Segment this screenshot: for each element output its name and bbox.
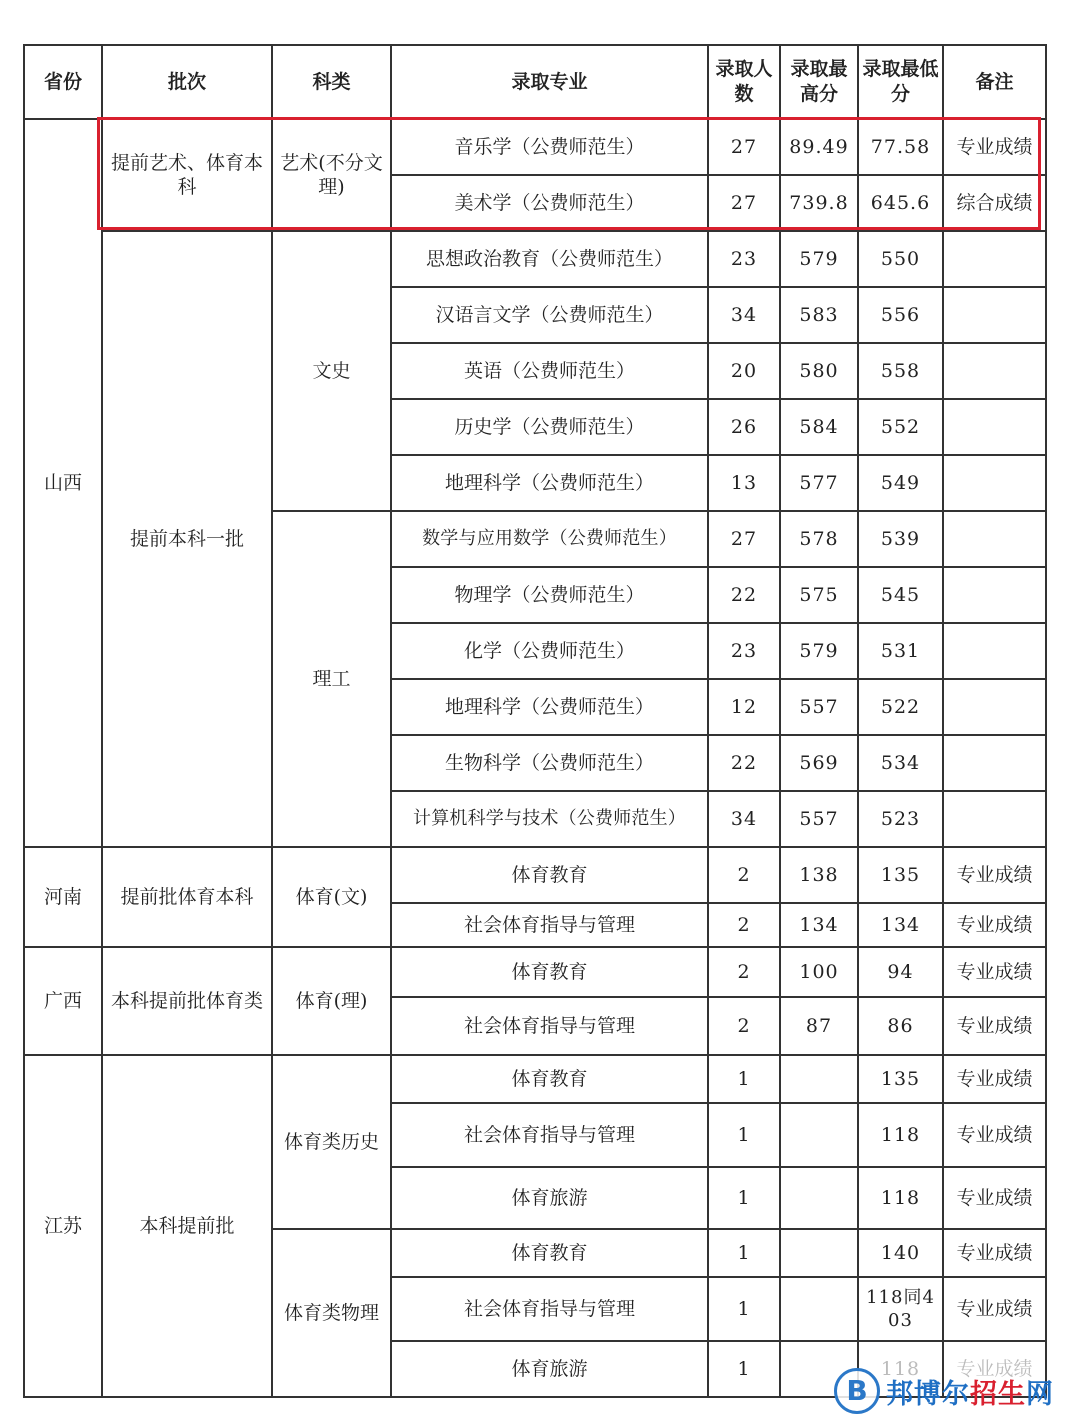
max-cell: 577 (780, 455, 858, 511)
max-cell: 579 (780, 231, 858, 287)
note-cell: 专业成绩 (943, 1341, 1046, 1397)
count-cell: 34 (708, 791, 780, 847)
count-cell: 23 (708, 623, 780, 679)
header-note: 备注 (943, 45, 1046, 119)
min-cell: 531 (858, 623, 943, 679)
max-cell: 100 (780, 947, 858, 997)
min-cell: 77.58 (858, 119, 943, 175)
category-cell: 体育(文) (272, 847, 391, 947)
major-cell: 美术学（公费师范生） (391, 175, 708, 231)
note-cell: 专业成绩 (943, 903, 1046, 947)
header-batch: 批次 (102, 45, 272, 119)
header-count: 录取人数 (708, 45, 780, 119)
category-cell: 艺术(不分文理) (272, 119, 391, 231)
category-cell: 体育(理) (272, 947, 391, 1055)
max-cell: 87 (780, 997, 858, 1055)
major-cell: 英语（公费师范生） (391, 343, 708, 399)
min-cell: 539 (858, 511, 943, 567)
max-cell: 579 (780, 623, 858, 679)
min-cell: 118 (858, 1341, 943, 1397)
major-cell: 社会体育指导与管理 (391, 903, 708, 947)
max-cell (780, 1277, 858, 1341)
major-cell: 生物科学（公费师范生） (391, 735, 708, 791)
note-cell (943, 679, 1046, 735)
min-cell: 549 (858, 455, 943, 511)
note-cell (943, 343, 1046, 399)
note-cell: 专业成绩 (943, 119, 1046, 175)
note-cell (943, 623, 1046, 679)
count-cell: 27 (708, 511, 780, 567)
max-cell: 557 (780, 679, 858, 735)
note-cell (943, 567, 1046, 623)
count-cell: 1 (708, 1277, 780, 1341)
min-cell: 534 (858, 735, 943, 791)
table-row (24, 947, 1046, 997)
major-cell: 汉语言文学（公费师范生） (391, 287, 708, 343)
batch-cell: 本科提前批体育类 (102, 947, 272, 1055)
max-cell: 569 (780, 735, 858, 791)
major-cell: 地理科学（公费师范生） (391, 679, 708, 735)
major-cell: 思想政治教育（公费师范生） (391, 231, 708, 287)
watermark (834, 1364, 1070, 1418)
category-cell: 体育类物理 (272, 1229, 391, 1397)
min-cell: 135 (858, 1055, 943, 1103)
max-cell: 584 (780, 399, 858, 455)
min-cell: 545 (858, 567, 943, 623)
major-cell: 体育旅游 (391, 1341, 708, 1397)
major-cell: 社会体育指导与管理 (391, 997, 708, 1055)
note-cell: 专业成绩 (943, 947, 1046, 997)
note-cell (943, 455, 1046, 511)
note-cell: 专业成绩 (943, 1167, 1046, 1229)
min-cell: 118同403 (858, 1277, 943, 1341)
min-cell: 550 (858, 231, 943, 287)
watermark-text-a: 邦博尔 (886, 1378, 970, 1410)
min-cell: 523 (858, 791, 943, 847)
major-cell: 体育教育 (391, 1229, 708, 1277)
table-row (24, 119, 1046, 175)
note-cell (943, 231, 1046, 287)
major-cell: 体育教育 (391, 1055, 708, 1103)
count-cell: 27 (708, 175, 780, 231)
max-cell (780, 1167, 858, 1229)
table-row (24, 847, 1046, 903)
category-cell: 文史 (272, 231, 391, 511)
max-cell: 134 (780, 903, 858, 947)
count-cell: 1 (708, 1055, 780, 1103)
max-cell: 580 (780, 343, 858, 399)
watermark-text (886, 1372, 1054, 1411)
note-cell: 综合成绩 (943, 175, 1046, 231)
province-cell: 河南 (24, 847, 102, 947)
note-cell (943, 287, 1046, 343)
province-cell: 江苏 (24, 1055, 102, 1397)
max-cell (780, 1055, 858, 1103)
note-cell (943, 791, 1046, 847)
watermark-logo-icon: B (834, 1368, 880, 1414)
category-cell: 理工 (272, 511, 391, 847)
count-cell: 22 (708, 735, 780, 791)
max-cell: 583 (780, 287, 858, 343)
min-cell: 558 (858, 343, 943, 399)
count-cell: 13 (708, 455, 780, 511)
count-cell: 34 (708, 287, 780, 343)
max-cell: 557 (780, 791, 858, 847)
min-cell: 134 (858, 903, 943, 947)
header-max: 录取最高分 (780, 45, 858, 119)
batch-cell: 本科提前批 (102, 1055, 272, 1397)
header-province: 省份 (24, 45, 102, 119)
count-cell: 27 (708, 119, 780, 175)
table-row (24, 1055, 1046, 1103)
major-cell: 历史学（公费师范生） (391, 399, 708, 455)
min-cell: 645.6 (858, 175, 943, 231)
major-cell: 数学与应用数学（公费师范生） (391, 511, 708, 567)
watermark-text-b: 招生 (970, 1378, 1026, 1410)
batch-cell: 提前批体育本科 (102, 847, 272, 947)
header-row (24, 45, 1046, 119)
province-cell: 广西 (24, 947, 102, 1055)
major-cell: 体育教育 (391, 847, 708, 903)
max-cell: 578 (780, 511, 858, 567)
note-cell: 专业成绩 (943, 847, 1046, 903)
count-cell: 12 (708, 679, 780, 735)
count-cell: 1 (708, 1229, 780, 1277)
count-cell: 1 (708, 1103, 780, 1167)
max-cell (780, 1229, 858, 1277)
major-cell: 化学（公费师范生） (391, 623, 708, 679)
major-cell: 体育教育 (391, 947, 708, 997)
min-cell: 94 (858, 947, 943, 997)
major-cell: 社会体育指导与管理 (391, 1277, 708, 1341)
count-cell: 26 (708, 399, 780, 455)
major-cell: 地理科学（公费师范生） (391, 455, 708, 511)
watermark-text-c: 网 (1026, 1378, 1054, 1410)
note-cell: 专业成绩 (943, 1229, 1046, 1277)
min-cell: 522 (858, 679, 943, 735)
max-cell: 89.49 (780, 119, 858, 175)
min-cell: 118 (858, 1103, 943, 1167)
major-cell: 音乐学（公费师范生） (391, 119, 708, 175)
count-cell: 20 (708, 343, 780, 399)
major-cell: 体育旅游 (391, 1167, 708, 1229)
count-cell: 1 (708, 1167, 780, 1229)
header-major: 录取专业 (391, 45, 708, 119)
category-cell: 体育类历史 (272, 1055, 391, 1229)
note-cell: 专业成绩 (943, 1103, 1046, 1167)
max-cell: 739.8 (780, 175, 858, 231)
note-cell (943, 511, 1046, 567)
min-cell: 135 (858, 847, 943, 903)
batch-cell: 提前艺术、体育本科 (102, 119, 272, 231)
note-cell (943, 399, 1046, 455)
admission-scores-table (23, 44, 1047, 1398)
min-cell: 552 (858, 399, 943, 455)
count-cell: 2 (708, 903, 780, 947)
count-cell: 23 (708, 231, 780, 287)
province-cell: 山西 (24, 119, 102, 847)
header-min: 录取最低分 (858, 45, 943, 119)
table-row (24, 231, 1046, 287)
max-cell: 575 (780, 567, 858, 623)
count-cell: 2 (708, 947, 780, 997)
note-cell (943, 735, 1046, 791)
note-cell: 专业成绩 (943, 997, 1046, 1055)
count-cell: 2 (708, 997, 780, 1055)
max-cell (780, 1103, 858, 1167)
header-category: 科类 (272, 45, 391, 119)
max-cell: 138 (780, 847, 858, 903)
note-cell: 专业成绩 (943, 1055, 1046, 1103)
count-cell: 1 (708, 1341, 780, 1397)
count-cell: 2 (708, 847, 780, 903)
note-cell: 专业成绩 (943, 1277, 1046, 1341)
min-cell: 118 (858, 1167, 943, 1229)
batch-cell: 提前本科一批 (102, 231, 272, 847)
min-cell: 140 (858, 1229, 943, 1277)
min-cell: 86 (858, 997, 943, 1055)
min-cell: 556 (858, 287, 943, 343)
major-cell: 计算机科学与技术（公费师范生） (391, 791, 708, 847)
count-cell: 22 (708, 567, 780, 623)
major-cell: 物理学（公费师范生） (391, 567, 708, 623)
major-cell: 社会体育指导与管理 (391, 1103, 708, 1167)
